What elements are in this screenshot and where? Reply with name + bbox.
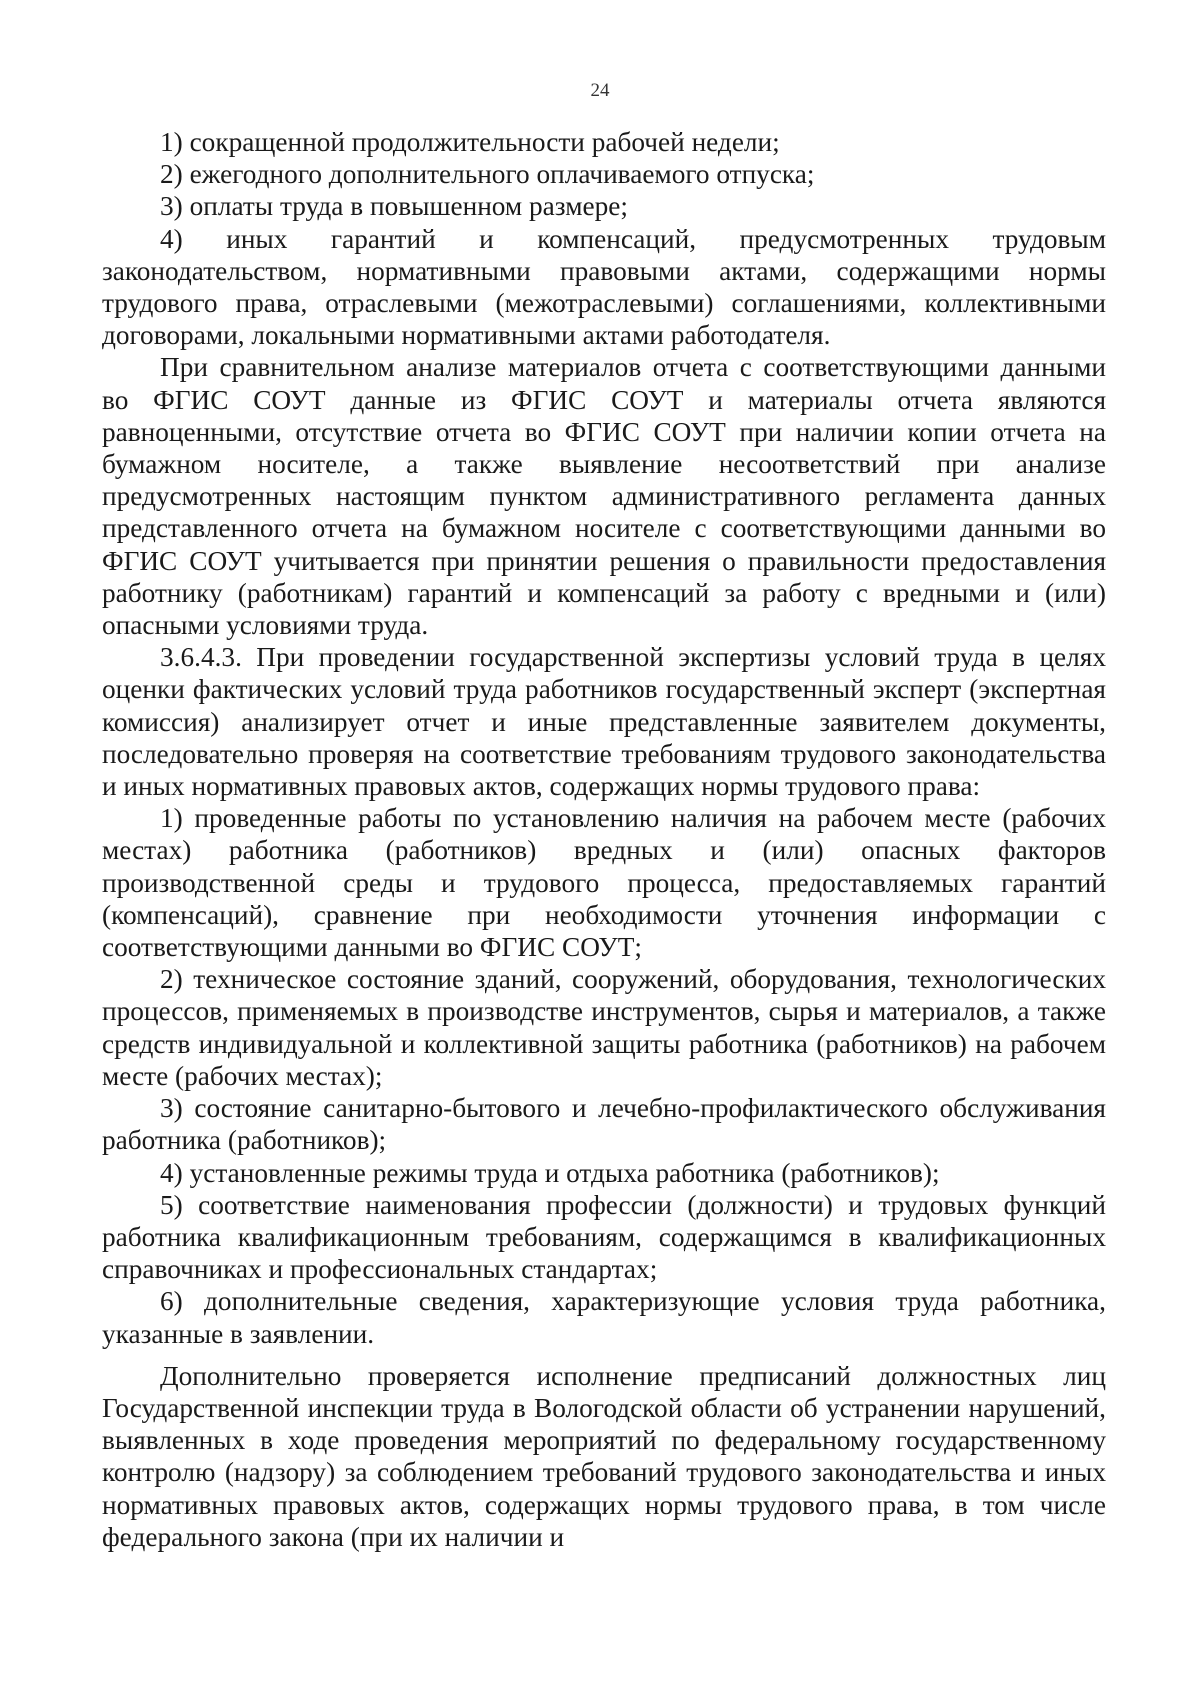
list-item-increased-pay: 3) оплаты труда в повышенном размере;	[160, 191, 628, 222]
document-body	[102, 126, 1106, 1553]
list-item-other-guarantees: 4) иных гарантий и компенсаций, предусмотренных трудовым законодательством, нормативными правовыми актами, содержащими нормы трудового права, отраслевыми (межотраслевыми) соглашениями, коллективными договорами, локальными нормативными актами работодателя.	[102, 223, 1106, 351]
list-item-technical-state: 2) техническое состояние зданий, сооружений, оборудования, технологических процессов, применяемых в производстве инструментов, сырья и материалов, а также средств индивидуальной и коллективной защиты работника (работников) на рабочем месте (рабочих местах);	[102, 964, 1106, 1091]
paragraph-additional-check: Дополнительно проверяется исполнение предписаний должностных лиц Государственной инспекции труда в Вологодской области об устранении нарушений, выявленных в ходе проведения мероприятий по федеральному государственному контролю (надзору) за соблюдением требований трудового законодательства и иных нормативных правовых актов, содержащих нормы трудового права, в том числе федерального закона (при их наличии и	[102, 1360, 1106, 1552]
paragraph-section-3-6-4-3: 3.6.4.3. При проведении государственной экспертизы условий труда в целях оценки фактических условий труда работников государственный эксперт (экспертная комиссия) анализирует отчет и иные представленные заявителем документы, последовательно проверяя на соответствие требованиям трудового законодательства и иных нормативных правовых актов, содержащих нормы трудового права:	[102, 642, 1106, 802]
list-item-annual-leave: 2) ежегодного дополнительного оплачиваемого отпуска;	[160, 159, 815, 190]
list-item-work-rest-modes: 4) установленные режимы труда и отдыха работника (работников);	[160, 1157, 940, 1188]
paragraph-comparative-analysis: При сравнительном анализе материалов отчета с соответствующими данными во ФГИС СОУТ данные из ФГИС СОУТ и материалы отчета являются равноценными, отсутствие отчета во ФГИС СОУТ при наличии копии отчета на бумажном носителе, а также выявление несоответствий при анализе предусмотренных настоящим пунктом административного регламента данных представленного отчета на бумажном носителе с соответствующими данными во ФГИС СОУТ учитывается при принятии решения о правильности предоставления работнику (работникам) гарантий и компенсаций за работу с вредными и (или) опасными условиями труда.	[102, 352, 1106, 641]
list-item-reduced-week: 1) сокращенной продолжительности рабочей недели;	[160, 127, 780, 157]
list-item-additional-info: 6) дополнительные сведения, характеризующие условия труда работника, указанные в заявлении.	[102, 1286, 1106, 1349]
page-number: 24	[590, 80, 610, 101]
list-item-hazard-factors: 1) проведенные работы по установлению наличия на рабочем месте (рабочих местах) работника (работников) вредных и (или) опасных факторов производственной среды и трудового процесса, предоставляемых гарантий (компенсаций), сравнение при необходимости уточнения информации с соответствующими данными во ФГИС СОУТ;	[102, 803, 1106, 963]
list-item-sanitary-service: 3) состояние санитарно-бытового и лечебно-профилактического обслуживания работника (работников);	[102, 1093, 1106, 1156]
list-item-qualification: 5) соответствие наименования профессии (должности) и трудовых функций работника квалификационным требованиям, содержащимся в квалификационных справочниках и профессиональных стандартах;	[102, 1189, 1106, 1285]
